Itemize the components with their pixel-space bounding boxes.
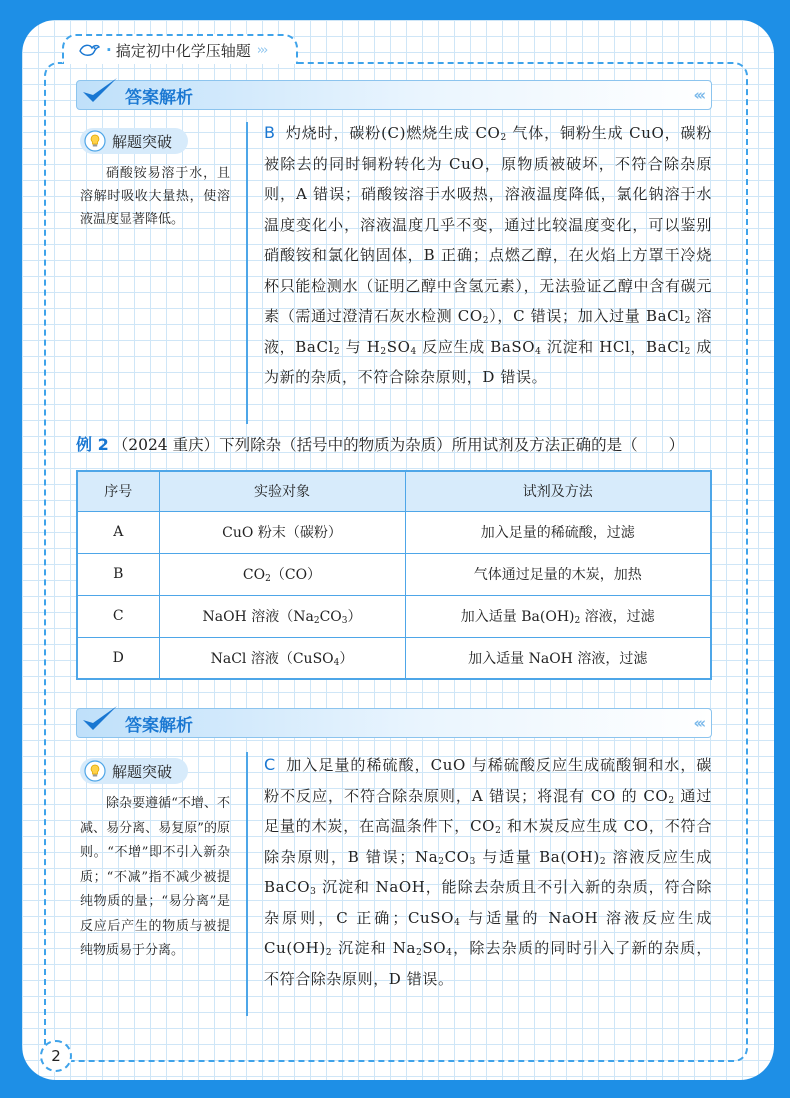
tip-title: 解题突破: [112, 132, 173, 151]
bird-logo-icon: [78, 42, 100, 58]
table-cell: A: [77, 511, 159, 553]
header-tab: [62, 34, 298, 64]
example-text: （2024 重庆）下列除杂（括号中的物质为杂质）所用试剂及方法正确的是（ ）: [112, 436, 685, 454]
answer-block-1: [264, 118, 712, 393]
table-cell: CuO 粉末（碳粉）: [159, 511, 405, 553]
answer-text: 加入足量的稀硫酸，CuO 与稀硫酸反应生成硫酸铜和水，碳粉不反应，不符合除杂原则，A 错误；将混有 CO 的 $CO_2$ 通过足量的木炭，在高温条件下，$CO_2$ 和木炭反应生成 CO，不符合除杂原则，B 错误；$Na_2CO_3$ 与适量 $Ba(OH)_2$ 溶液反应生成 BaCO$_3$ 沉淀和 NaOH，能除去杂质且不引入新的杂质，符合除杂原则，C 正确；CuSO$_4$ 与适量的 NaOH 溶液反应生成 $Cu(OH)_2$ 沉淀和 $Na_2SO_4$，除去杂质的同时引入了新的杂质，不符合除杂原则，D 错误。: [264, 756, 713, 988]
tip-title: 解题突破: [112, 762, 173, 781]
table-cell: D: [77, 637, 159, 679]
table-row: [77, 595, 711, 637]
table-cell: $CO_2(CO)$: [159, 553, 405, 595]
answer-letter: C: [264, 755, 276, 774]
table-header: 试剂及方法: [405, 471, 711, 511]
chevron-right-icon: ›››: [256, 42, 267, 58]
table-row: [77, 511, 711, 553]
table-row: [77, 637, 711, 679]
example-question: [76, 432, 716, 458]
check-mark-icon: [79, 704, 121, 734]
tip-text-2: 除杂要遵循“不增、不减、易分离、易复原”的原则。“不增”即不引入新杂质；“不减”指不减少被提纯物质的量；“易分离”是反应后产生的物质与被提纯物质易于分离。: [80, 796, 230, 958]
table-cell: 气体通过足量的木炭，加热: [405, 553, 711, 595]
lightbulb-icon: [84, 760, 106, 782]
table-cell: C: [77, 595, 159, 637]
options-table: [76, 470, 712, 680]
answer-text: 灼烧时，碳粉(C)燃烧生成 $CO_2$ 气体，铜粉生成 CuO，碳粉被除去的同时铜粉转化为 CuO，原物质被破坏，不符合除杂原则，A 错误；硝酸铵溶于水吸热，溶液温度降低，氯化钠溶于水温度变化小，溶液温度几乎不变，通过比较温度变化，可以鉴别硝酸铵和氯化钠固体，B 正确；点燃乙醇，在火焰上方罩干冷烧杯只能检测水（证明乙醇中含氢元素），无法验证乙醇中含有碳元素（需通过澄清石灰水检测 $CO_2$），C 错误；加入过量 BaCl$_2$ 溶液，BaCl$_2$ 与 $H_2SO_4$ 反应生成 BaSO$_4$ 沉淀和 HCl，BaCl$_2$ 成为新的杂质，不符合除杂原则，D 错误。: [264, 124, 713, 386]
table-cell: 加入足量的稀硫酸，过滤: [405, 511, 711, 553]
tip-text-1: 硝酸铵易溶于水，且溶解时吸收大量热，使溶液温度显著降低。: [80, 166, 230, 227]
check-mark-icon: [79, 76, 121, 106]
answer-section-bar-1: [76, 80, 712, 110]
table-header: 序号: [77, 471, 159, 511]
table-cell: B: [77, 553, 159, 595]
section-title: 答案解析: [125, 715, 193, 736]
answer-block-2: [264, 750, 712, 994]
page-number: 2: [40, 1040, 72, 1072]
table-cell: 加入适量 NaOH 溶液，过滤: [405, 637, 711, 679]
divider-line-2: [246, 752, 248, 1016]
section-title: 答案解析: [125, 87, 193, 108]
table-cell: NaOH 溶液$(Na_2CO_3)$: [159, 595, 405, 637]
chevron-left-icon: ‹‹‹: [693, 86, 703, 104]
answer-letter: B: [264, 123, 276, 142]
tip-badge-1: [80, 128, 188, 154]
table-row: [77, 553, 711, 595]
header-dot: ·: [106, 41, 112, 59]
table-header: 实验对象: [159, 471, 405, 511]
table-cell: 加入适量 $Ba(OH)_2$ 溶液，过滤: [405, 595, 711, 637]
divider-line-1: [246, 122, 248, 424]
header-title: 搞定初中化学压轴题: [115, 41, 251, 60]
example-label: 例 2: [76, 435, 109, 454]
lightbulb-icon: [84, 130, 106, 152]
tip-badge-2: [80, 758, 188, 784]
chevron-left-icon: ‹‹‹: [693, 714, 703, 732]
answer-section-bar-2: [76, 708, 712, 738]
table-cell: NaCl 溶液（CuSO$_4$）: [159, 637, 405, 679]
